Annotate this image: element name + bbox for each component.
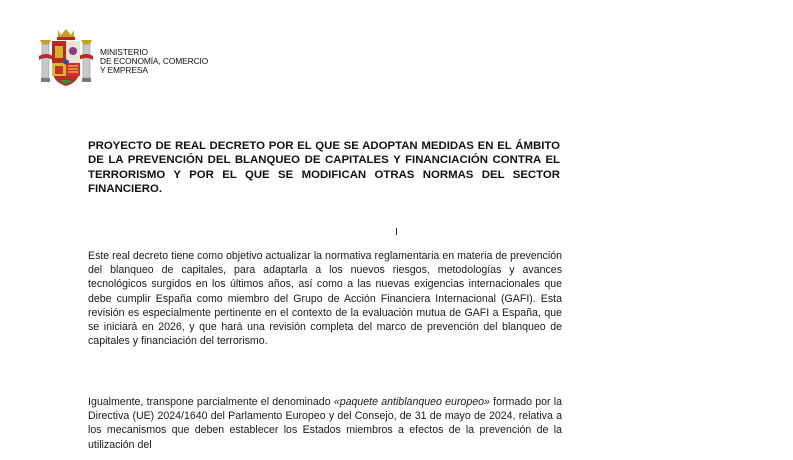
- document-title: PROYECTO DE REAL DECRETO POR EL QUE SE ADOPTAN MEDIDAS EN EL ÁMBITO DE LA PREVENCIÓN DEL BLANQUEO DE CAPITALES Y FINANCIACIÓN CONTRA EL TERRORISMO Y POR EL QUE SE MODIFICAN OTRAS NORMAS DEL SECTOR FINANCIERO.: [88, 140, 560, 195]
- section-number: I: [395, 226, 398, 238]
- ministry-line: DE ECONOMÍA, COMERCIO: [100, 56, 209, 67]
- ministry-name: [100, 48, 208, 76]
- body-paragraph: [88, 395, 562, 452]
- document-header: [38, 26, 208, 90]
- italic-term: «paquete antiblanqueo europeo»: [333, 396, 490, 408]
- body-paragraph: Este real decreto tiene como objetivo actualizar la normativa reglamentaria en materia de prevención del blanqueo de capitales, para adaptarla a los nuevos riesgos, metodologías y avances tecnológicos surgidos en los últimos años, así como a las nuevas exigencias internacionales que debe cumplir España como miembro del Grupo de Acción Financiera Internacional (GAFI). Esta revisión es especialmente pertinente en el contexto de la evaluación mutua de GAFI a España, que se iniciará en 2026, y que hará una revisión completa del marco de prevención del blanqueo de capitales y financiación del terrorismo.: [88, 250, 562, 348]
- coat-of-arms-icon: [38, 26, 94, 90]
- ministry-line: MINISTERIO: [100, 47, 148, 57]
- ministry-line: Y EMPRESA: [100, 65, 148, 76]
- paragraph-text: formado por la Directiva (UE) 2024/1640 del Parlamento Europeo y del Consejo, de 31 de mayo de 2024, relativa a los mecanismos que deben establecer los Estados miembros a efectos de la prevención de la utilización del: [88, 396, 562, 451]
- paragraph-text: Igualmente, transpone parcialmente el denominado: [88, 396, 334, 408]
